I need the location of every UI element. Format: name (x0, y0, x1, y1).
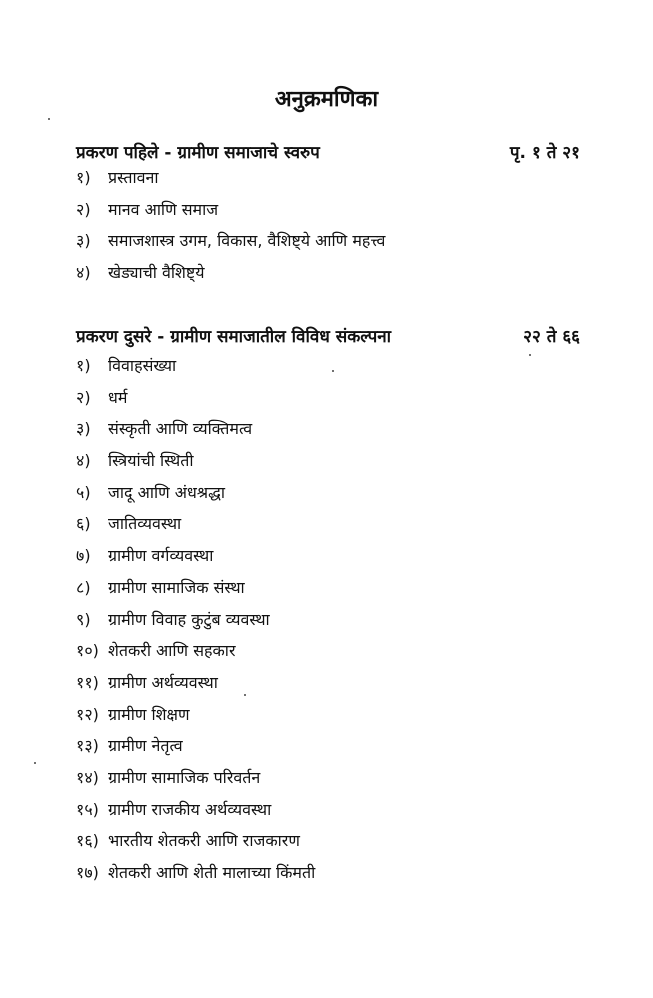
toc-entry-number: १५) (76, 799, 99, 819)
scan-speck (332, 370, 334, 372)
toc-entry-title: धर्म (108, 387, 128, 407)
toc-entry-title: जातिव्यवस्था (108, 514, 182, 534)
toc-entry-title: ग्रामीण वर्गव्यवस्था (108, 546, 214, 566)
scan-speck (34, 762, 36, 764)
toc-entry-title: ग्रामीण नेतृत्व (108, 736, 183, 756)
toc-entry (76, 828, 315, 860)
toc-entry-title: ग्रामीण सामाजिक संस्था (108, 577, 245, 597)
toc-entry (76, 416, 315, 448)
toc-entry-number: १२) (76, 704, 99, 724)
toc-entry (76, 353, 315, 385)
toc-entry-number: १) (76, 168, 91, 187)
toc-entry-title: खेड्याची वैशिष्ट्ये (108, 263, 205, 283)
toc-entry-number: ८) (76, 577, 91, 597)
chapter-2-title: प्रकरण दुसरे - ग्रामीण समाजातील विविध संकल्पना (76, 327, 392, 347)
toc-entry-number: १४) (76, 767, 99, 787)
toc-entry-title: विवाहसंख्या (108, 356, 177, 375)
toc-entry-title: ग्रामीण सामाजिक परिवर्तन (108, 767, 261, 787)
toc-entry-title: जादू आणि अंधश्रद्धा (108, 482, 226, 502)
toc-entry (76, 448, 315, 480)
toc-entry-title: स्त्रियांची स्थिती (108, 451, 194, 471)
toc-entry-number: ५) (76, 482, 91, 502)
toc-entry-title: ग्रामीण शिक्षण (108, 704, 190, 724)
toc-entry-number: ६) (76, 514, 91, 534)
chapter-2-list (76, 353, 315, 892)
chapter-1-pages: पृ. १ ते २१ (509, 143, 580, 163)
toc-entry-number: १) (76, 356, 91, 375)
toc-entry-title: शेतकरी आणि सहकार (108, 641, 236, 661)
page-title: अनुक्रमणिका (274, 87, 379, 112)
chapter-1-title: प्रकरण पहिले - ग्रामीण समाजाचे स्वरुप (76, 143, 320, 163)
chapter-1-list (76, 165, 385, 292)
chapter-2-heading (76, 324, 580, 352)
toc-entry (76, 575, 315, 607)
toc-entry-number: १६) (76, 831, 99, 851)
toc-entry (76, 733, 315, 765)
toc-entry (76, 260, 385, 292)
toc-entry-title: समाजशास्त्र उगम, विकास, वैशिष्ट्ये आणि महत्त्व (108, 231, 386, 251)
toc-entry-number: ३) (76, 419, 91, 439)
toc-entry (76, 860, 315, 892)
chapter-2-pages: २२ ते ६६ (523, 327, 580, 347)
scan-speck (48, 118, 50, 120)
toc-entry-title: भारतीय शेतकरी आणि राजकारण (108, 831, 300, 851)
toc-entry-title: ग्रामीण अर्थव्यवस्था (108, 672, 218, 692)
toc-entry-title: ग्रामीण राजकीय अर्थव्यवस्था (108, 799, 272, 819)
toc-entry-number: ३) (76, 231, 91, 251)
toc-entry (76, 197, 385, 229)
scan-speck (244, 694, 246, 696)
toc-entry-number: ४) (76, 451, 91, 471)
toc-entry-number: २) (76, 387, 91, 407)
toc-entry-title: प्रस्तावना (108, 168, 159, 187)
toc-entry-title: शेतकरी आणि शेती मालाच्या किंमती (108, 863, 316, 882)
toc-entry (76, 228, 385, 260)
toc-entry (76, 543, 315, 575)
toc-entry-number: १७) (76, 863, 99, 882)
chapter-1-heading (76, 140, 580, 168)
toc-entry (76, 765, 315, 797)
toc-entry (76, 165, 385, 197)
toc-entry (76, 511, 315, 543)
toc-entry-number: २) (76, 199, 91, 219)
toc-entry-title: मानव आणि समाज (108, 199, 219, 219)
toc-entry-number: ४) (76, 263, 91, 283)
toc-entry-number: ७) (76, 546, 91, 566)
toc-entry-number: ११) (76, 672, 99, 692)
toc-entry (76, 797, 315, 829)
toc-entry (76, 480, 315, 512)
toc-entry (76, 702, 315, 734)
toc-entry-title: संस्कृती आणि व्यक्तिमत्व (108, 419, 253, 439)
scan-speck (529, 354, 531, 356)
toc-entry-number: १३) (76, 736, 99, 756)
toc-entry-number: ९) (76, 609, 91, 629)
toc-entry-number: १०) (76, 641, 99, 661)
toc-entry (76, 670, 315, 702)
toc-entry-title: ग्रामीण विवाह कुटुंब व्यवस्था (108, 609, 270, 629)
toc-entry (76, 638, 315, 670)
toc-entry (76, 385, 315, 417)
toc-entry (76, 607, 315, 639)
